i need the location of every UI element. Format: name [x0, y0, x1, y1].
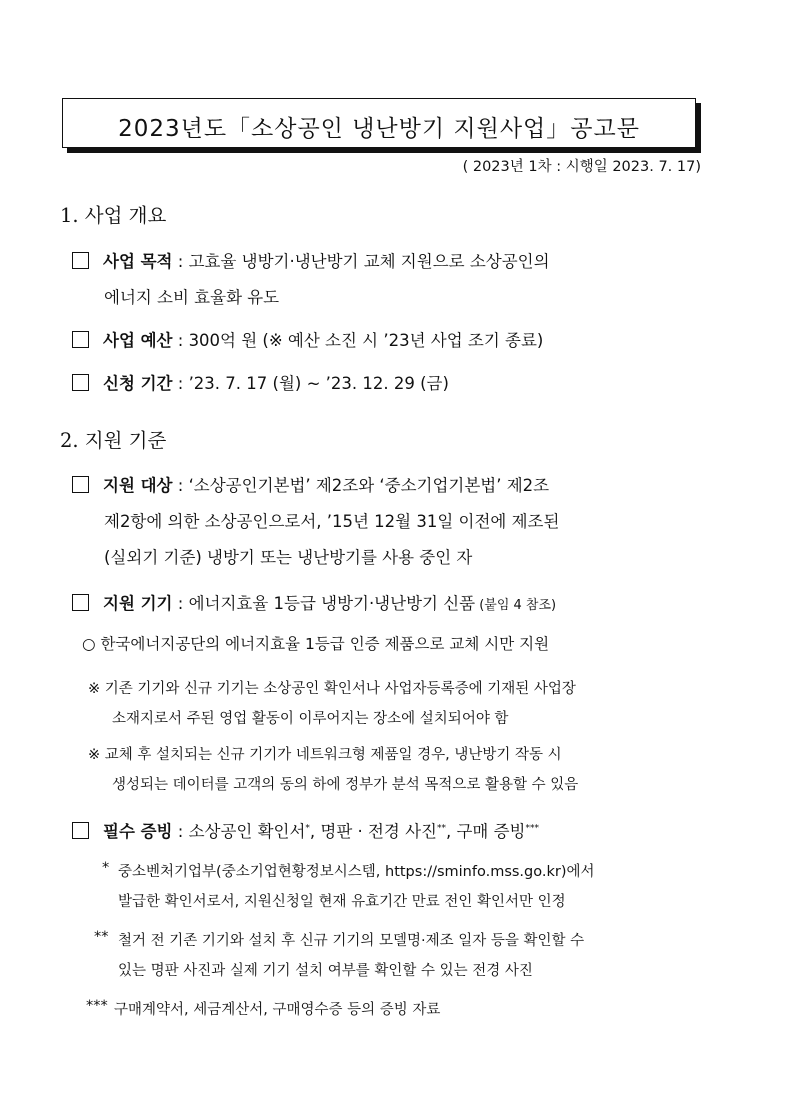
purpose-text-continued: 에너지 소비 효율화 유도: [104, 288, 280, 307]
note-installation-line1: ※ 기존 기기와 신규 기기는 소상공인 확인서나 사업자등록증에 기재된 사업장: [88, 681, 576, 697]
item-budget: [72, 327, 543, 351]
section1-heading: 1. 사업 개요: [60, 204, 167, 227]
page-title: 2023년도「소상공인 냉난방기 지원사업」공고문: [118, 116, 640, 142]
footnote-1-line1: 중소벤처기업부(중소기업현황정보시스템, https://sminfo.mss.go.kr)에서: [118, 864, 595, 880]
device-reference: (붙임 4 참조): [475, 598, 557, 613]
purpose-text: : 고효율 냉방기·냉난방기 교체 지원으로 소상공인의: [172, 252, 550, 271]
budget-text: : 300억 원 (※ 예산 소진 시 ’23년 사업 조기 종료): [172, 331, 544, 350]
proof-label: 필수 증빙: [103, 822, 173, 841]
checkbox-square-icon: [72, 822, 89, 839]
item-proof: [72, 818, 539, 842]
footnote-3-mark: ***: [86, 998, 108, 1014]
item-period: [72, 370, 449, 394]
proof-text-a: : 소상공인 확인서: [172, 822, 306, 841]
checkbox-square-icon: [72, 331, 89, 348]
budget-label: 사업 예산: [103, 331, 173, 350]
proof-sup-b: **: [437, 823, 446, 834]
checkbox-square-icon: [72, 252, 89, 269]
device-condition: ○ 한국에너지공단의 에너지효율 1등급 인증 제품으로 교체 시만 지원: [82, 635, 550, 653]
proof-text-b: , 명판 · 전경 사진: [309, 822, 437, 841]
footnote-2-line2: 있는 명판 사진과 실제 기기 설치 여부를 확인할 수 있는 전경 사진: [118, 963, 533, 979]
item-purpose: [72, 248, 550, 272]
section2-heading: 2. 지원 기준: [60, 429, 167, 452]
item-device: [72, 590, 556, 614]
note-network-line2: 생성되는 데이터를 고객의 동의 하에 정부가 분석 목적으로 활용할 수 있음: [112, 777, 579, 793]
footnote-3-line1: 구매계약서, 세금계산서, 구매영수증 등의 증빙 자료: [114, 1002, 441, 1018]
footnote-2-mark: **: [94, 929, 109, 945]
target-label: 지원 대상: [103, 476, 173, 495]
checkbox-square-icon: [72, 476, 89, 493]
device-text: : 에너지효율 1등급 냉방기·냉난방기 신품: [172, 594, 476, 613]
footnote-2-line1: 철거 전 기존 기기와 설치 후 신규 기기의 모델명·제조 일자 등을 확인할 수: [118, 933, 585, 949]
target-text-line3: (실외기 기준) 냉방기 또는 냉난방기를 사용 중인 자: [104, 548, 473, 567]
period-text: : ’23. 7. 17 (월) ~ ’23. 12. 29 (금): [172, 374, 449, 393]
footnote-1-mark: *: [102, 860, 110, 876]
announcement-date: ( 2023년 1차 : 시행일 2023. 7. 17): [462, 159, 701, 175]
note-installation-line2: 소재지로서 주된 영업 활동이 이루어지는 장소에 설치되어야 함: [112, 711, 509, 727]
proof-sup-a: *: [305, 823, 310, 834]
checkbox-square-icon: [72, 594, 89, 611]
proof-text-c: , 구매 증빙: [446, 822, 526, 841]
proof-sup-c: ***: [525, 823, 539, 834]
device-label: 지원 기기: [103, 594, 173, 613]
target-text: : ‘소상공인기본법’ 제2조와 ‘중소기업기본법’ 제2조: [172, 476, 550, 495]
item-target: [72, 472, 549, 496]
purpose-label: 사업 목적: [103, 252, 173, 271]
target-text-line2: 제2항에 의한 소상공인으로서, ’15년 12월 31일 이전에 제조된: [104, 512, 560, 531]
checkbox-square-icon: [72, 374, 89, 391]
title-box: [62, 98, 696, 148]
period-label: 신청 기간: [103, 374, 173, 393]
footnote-1-line2: 발급한 확인서로서, 지원신청일 현재 유효기간 만료 전인 확인서만 인정: [118, 894, 566, 910]
note-network-line1: ※ 교체 후 설치되는 신규 기기가 네트워크형 제품일 경우, 냉난방기 작동 시: [88, 747, 562, 763]
